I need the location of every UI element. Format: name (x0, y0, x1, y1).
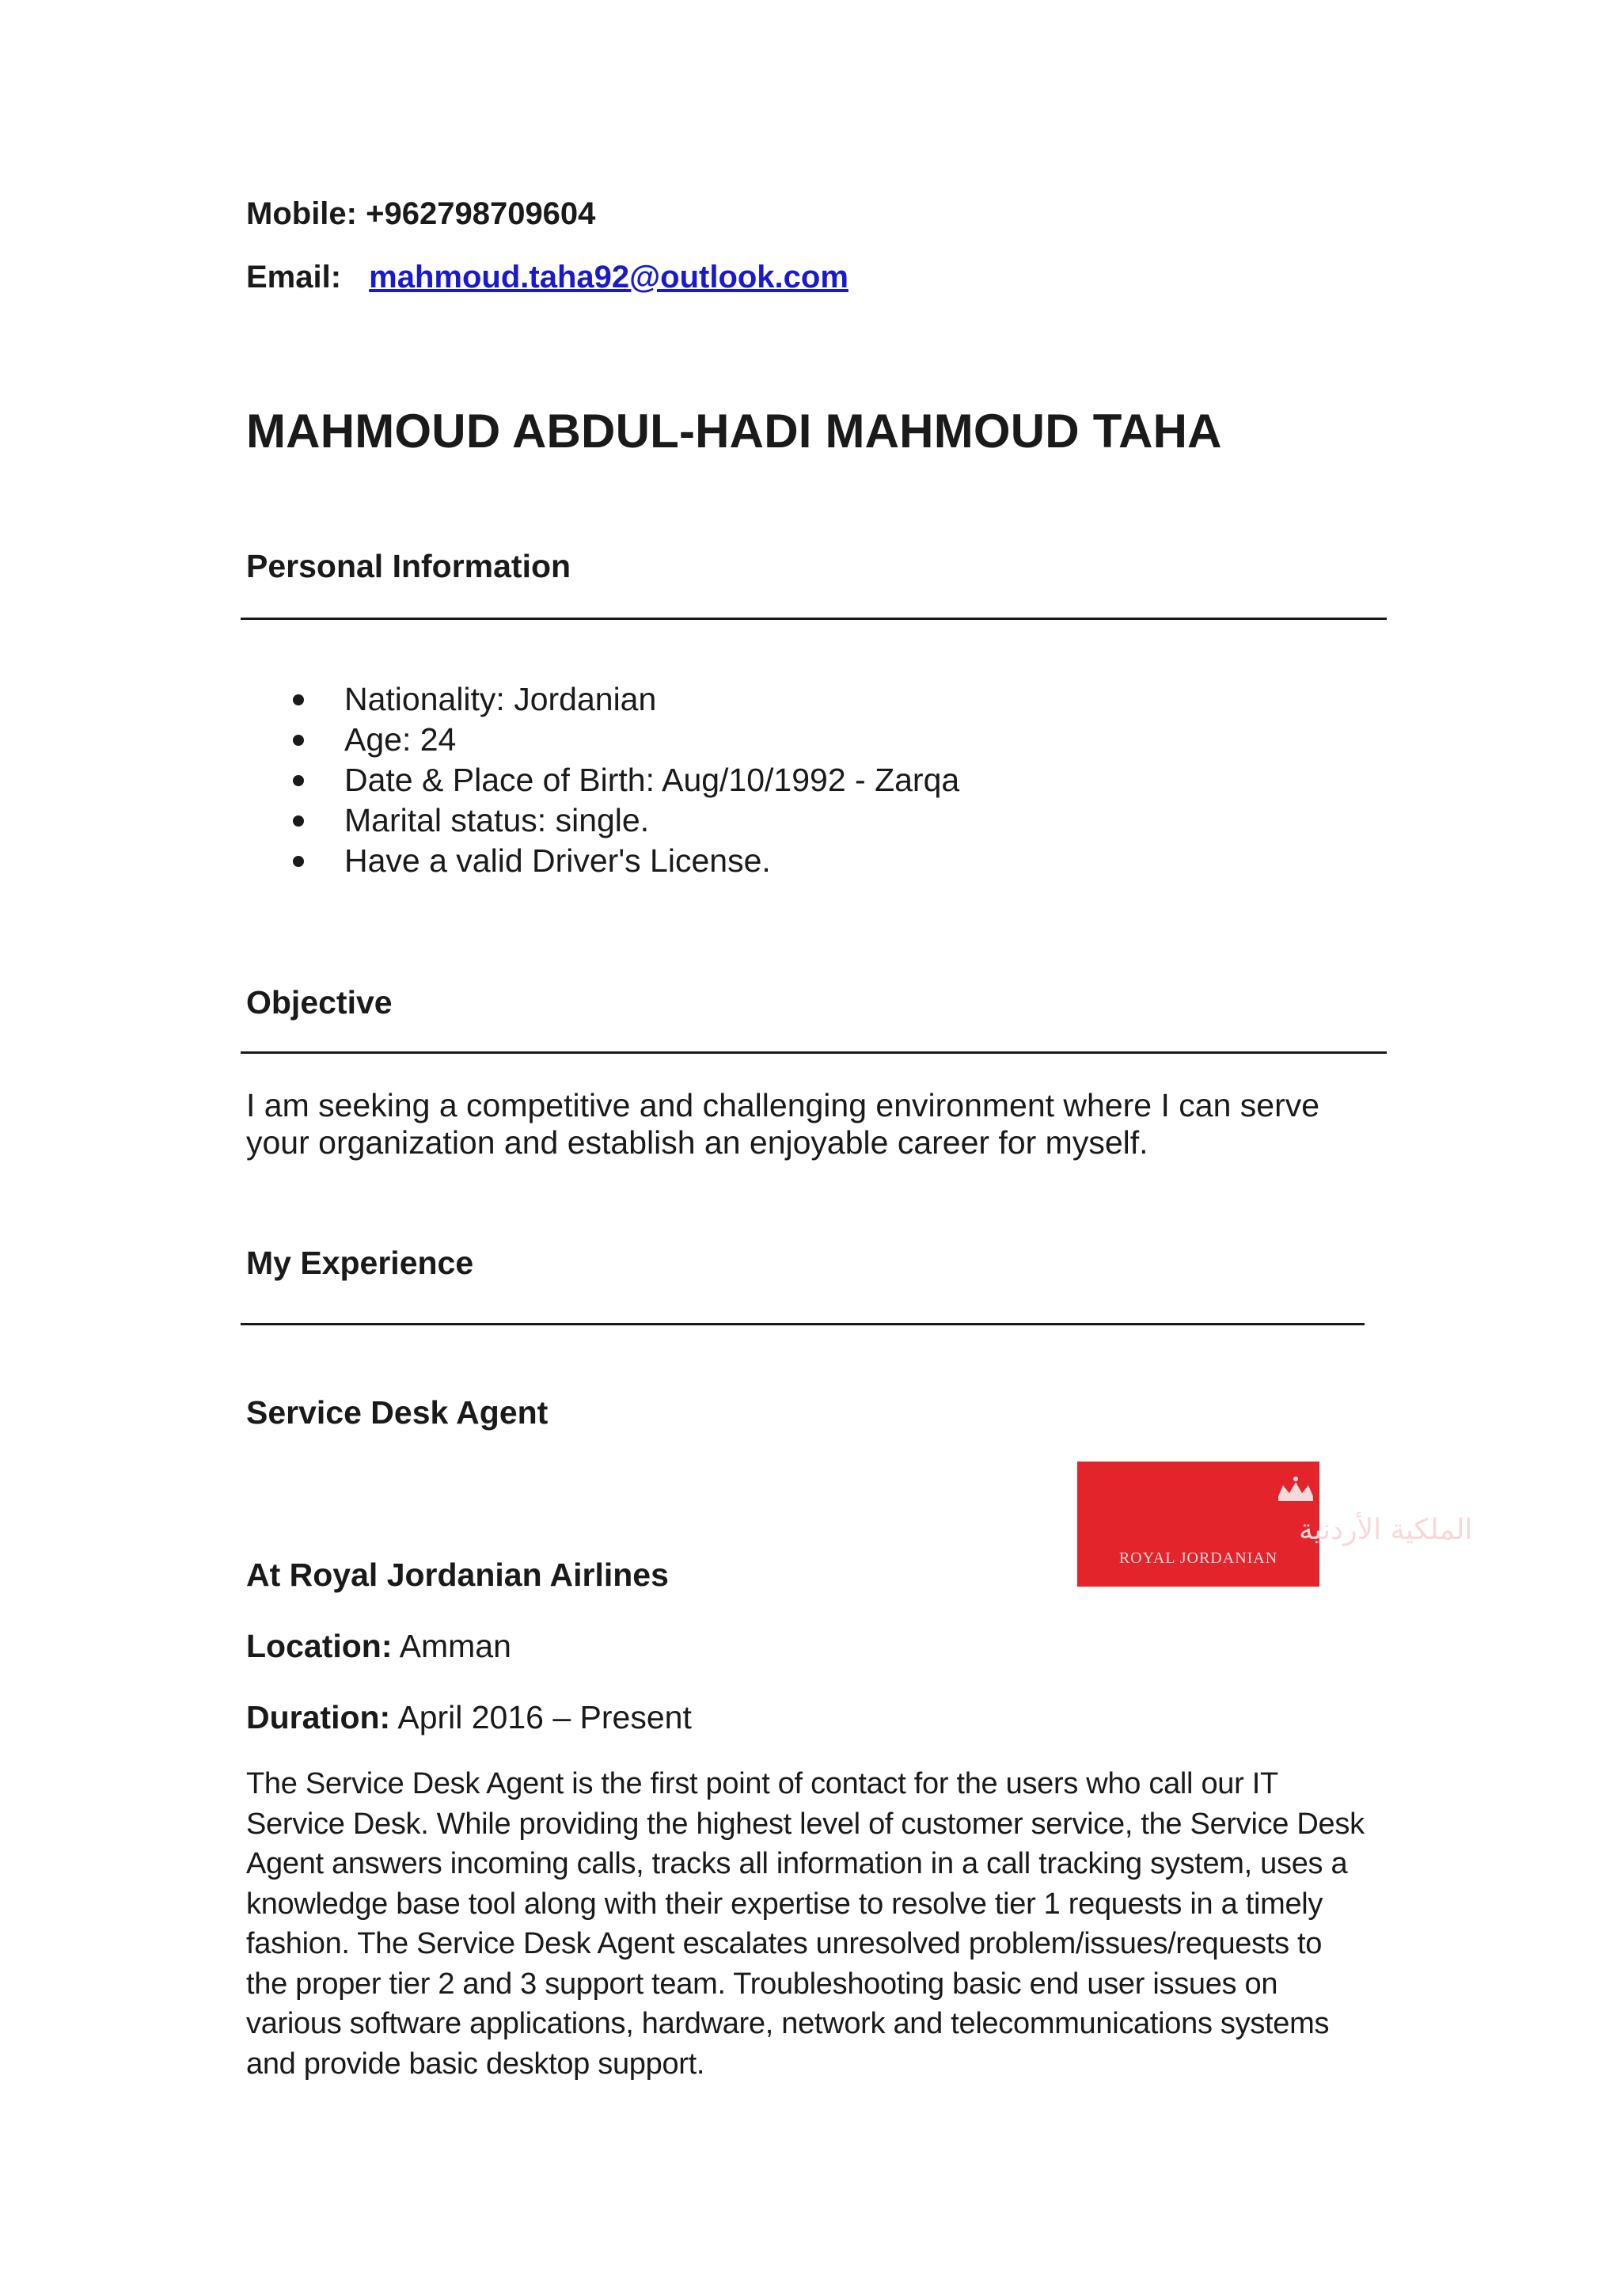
candidate-name: MAHMOUD ABDUL-HADI MAHMOUD TAHA (246, 405, 1222, 458)
list-item: Nationality: Jordanian (293, 679, 959, 720)
section-divider (241, 618, 1387, 620)
objective-heading: Objective (246, 984, 393, 1021)
mobile-line (246, 196, 595, 232)
bullet-icon (293, 694, 304, 705)
bullet-icon (293, 815, 304, 827)
personal-info-heading: Personal Information (246, 548, 571, 584)
bullet-icon (293, 856, 304, 867)
list-item: Date & Place of Birth: Aug/10/1992 - Zarqa (293, 760, 959, 800)
list-item: Have a valid Driver's License. (293, 841, 959, 881)
bullet-icon (293, 775, 304, 786)
duration-label: Duration: (246, 1699, 391, 1735)
objective-text: I am seeking a competitive and challenging environment where I can serve your organization and establish an enjoyable career for myself. (246, 1087, 1320, 1161)
list-item: Marital status: single. (293, 800, 959, 841)
logo-graphic (1077, 1462, 1473, 1587)
duration-line (246, 1699, 692, 1736)
company-name: At Royal Jordanian Airlines (246, 1557, 669, 1593)
mobile-label: Mobile: (246, 196, 357, 231)
section-divider (241, 1051, 1387, 1054)
duration-value: April 2016 – Present (397, 1699, 692, 1735)
location-label: Location: (246, 1628, 393, 1664)
list-item: Age: 24 (293, 720, 959, 760)
section-divider (241, 1323, 1365, 1325)
logo-arabic-text: الملكية الأردنية (1299, 1514, 1473, 1546)
location-line (246, 1628, 511, 1665)
royal-jordanian-logo (1077, 1462, 1473, 1587)
experience-heading: My Experience (246, 1245, 474, 1281)
email-label: Email: (246, 260, 342, 295)
location-value: Amman (399, 1628, 511, 1664)
email-line (246, 260, 848, 295)
mobile-value: +962798709604 (366, 196, 596, 231)
logo-latin-text: ROYAL JORDANIAN (1118, 1549, 1278, 1567)
job-description: The Service Desk Agent is the first point of contact for the users who call our IT Service Desk. While providing the highest level of customer service, the Service Desk Agent answers incoming calls, tracks all information in a call tracking system, uses a knowledge base tool along with their expertise to resolve tier 1 requests in a timely fashion. The Service Desk Agent escalates unresolved problem/issues/requests to the proper tier 2 and 3 support team. Troubleshooting basic end user issues on various software applications, hardware, network and telecommunications systems and provide basic desktop support. (246, 1767, 1365, 2081)
job-title: Service Desk Agent (246, 1394, 549, 1431)
bullet-icon (293, 735, 304, 746)
personal-info-list (293, 679, 959, 881)
email-link[interactable]: mahmoud.taha92@outlook.com (369, 260, 848, 295)
